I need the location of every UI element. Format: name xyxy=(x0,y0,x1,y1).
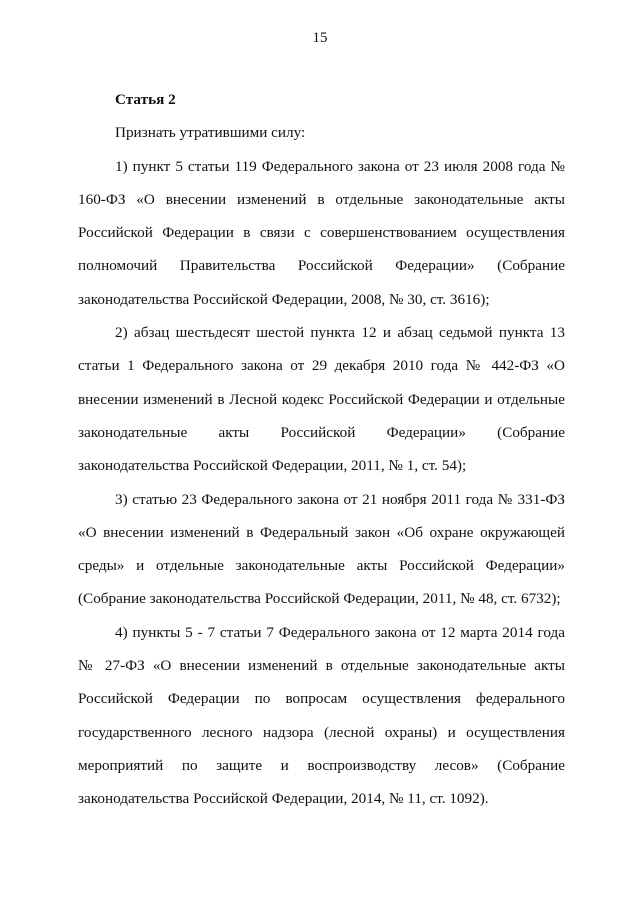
document-body xyxy=(78,83,565,816)
list-item: 3) статью 23 Федерального закона от 21 ноября 2011 года № 331-ФЗ «О внесении изменений в Федеральный закон «Об охране окружающей среды» и отдельные законодательные акты Российской Федерации» (Собрание законодательства Российской Федерации, 2011, № 48, ст. 6732); xyxy=(78,490,565,608)
article-intro: Признать утратившими силу: xyxy=(115,124,306,142)
list-item: 1) пункт 5 статьи 119 Федерального закона от 23 июля 2008 года № 160-ФЗ «О внесении изменений в отдельные законодательные акты Российской Федерации в связи с совершенствованием осуществления полномочий Правительства Российской Федерации» (Собрание законодательства Российской Федерации, 2008, № 30, ст. 3616); xyxy=(78,157,565,308)
list-item: 2) абзац шестьдесят шестой пункта 12 и абзац седьмой пункта 13 статьи 1 Федерального закона от 29 декабря 2010 года № 442-ФЗ «О внесении изменений в Лесной кодекс Российской Федерации и отдельные законодательные акты Российской Федерации» (Собрание законодательства Российской Федерации, 2011, № 1, ст. 54); xyxy=(78,324,565,475)
article-title: Статья 2 xyxy=(115,91,176,108)
list-item: 4) пункты 5 - 7 статьи 7 Федерального закона от 12 марта 2014 года № 27-ФЗ «О внесении изменений в отдельные законодательные акты Российской Федерации по вопросам осуществления федерального государственного лесного надзора (лесной охраны) и осуществления мероприятий по защите и воспроизводству лесов» (Собрание законодательства Российской Федерации, 2014, № 11, ст. 1092). xyxy=(78,623,565,808)
page-number: 15 xyxy=(312,30,328,46)
